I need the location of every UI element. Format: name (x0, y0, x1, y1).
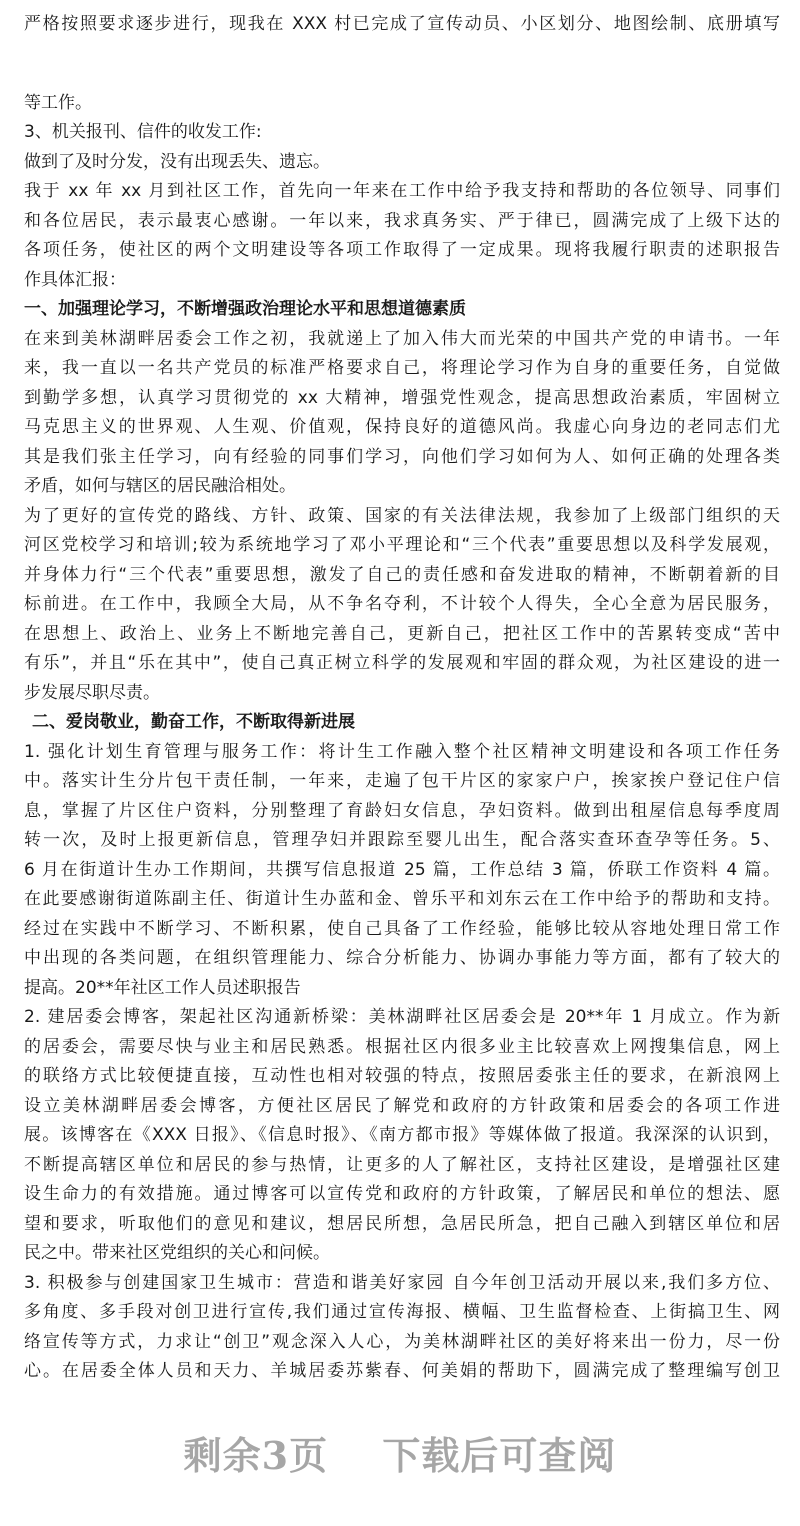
text-line: 到勤学多想，认真学习贯彻党的 xx 大精神，增强党性观念，提高思想政治素质，牢固树立 (24, 387, 780, 408)
remaining-pages-label: 剩余3页 (183, 1433, 329, 1478)
text-line: 络宣传等方式，力求让“创卫”观念深入人心，为美林湖畔社区的美好将来出一份力，尽一份 (24, 1331, 780, 1352)
text-line: 多角度、多手段对创卫进行宣传,我们通过宣传海报、横幅、卫生监督检查、上街搞卫生、网 (24, 1302, 780, 1322)
text-line: 做到了及时分发，没有出现丢失、遗忘。 (24, 151, 330, 172)
text-line: 在来到美林湖畔居委会工作之初，我就递上了加入伟大而光荣的中国共产党的申请书。一年 (24, 328, 780, 349)
text-line: 1. 强化计划生育管理与服务工作：将计生工作融入整个社区精神文明建设和各项工作任务 (24, 741, 780, 762)
text-line: 3、机关报刊、信件的收发工作: (24, 122, 262, 142)
text-line: 作具体汇报： (24, 269, 126, 290)
section-heading-2: 二、爱岗敬业，勤奋工作，不断取得新进展 (32, 712, 355, 732)
text-line: 河区党校学习和培训;较为系统地学习了邓小平理论和“三个代表”重要思想以及科学发展观， (24, 535, 780, 555)
text-line: 设生命力的有效措施。通过博客可以宣传党和政府的方针政策，了解居民和单位的想法、愿 (24, 1184, 780, 1204)
text-line: 的居委会，需要尽快与业主和居民熟悉。根据社区内很多业主比较喜欢上网搜集信息，网上 (24, 1036, 780, 1057)
text-line: 来，我一直以一名共产党员的标准严格要求自己，将理论学习作为自身的重要任务，自觉做 (24, 358, 780, 378)
section1-paragraph-1 (24, 325, 780, 502)
intro-paragraph-end (24, 89, 780, 119)
text-line: 不断提高辖区单位和居民的参与热情，让更多的人了解社区，支持社区建设，是增强社区建 (24, 1154, 780, 1175)
text-line: 马克思主义的世界观、人生观、价值观，保持良好的道德风尚。我虚心向身边的老同志们尤 (24, 417, 780, 437)
intro-paragraph (24, 10, 780, 40)
text-line: 转一次，及时上报更新信息，管理孕妇并跟踪至婴儿出生，配合落实查环查孕等任务。5、 (24, 830, 780, 850)
text-line: 提高。20**年社区工作人员述职报告 (24, 977, 301, 998)
text-line: 中出现的各类问题，在组织管理能力、综合分析能力、协调办事能力等方面，都有了较大的 (24, 948, 780, 968)
text-line: 标前进。在工作中，我顾全大局，从不争名夺利，不计较个人得失，全心全意为居民服务， (24, 594, 780, 614)
item3-body (24, 148, 780, 178)
text-line: 在此要感谢街道陈副主任、街道计生办蓝和金、曾乐平和刘东云在工作中给予的帮助和支持。 (24, 889, 780, 909)
text-line: 为了更好的宣传党的路线、方针、政策、国家的有关法律法规，我参加了上级部门组织的天 (24, 505, 780, 526)
text-line: 3. 积极参与创建国家卫生城市：营造和谐美好家园 自今年创卫活动开展以来,我们多方位、 (24, 1272, 780, 1293)
text-line: 中。落实计生分片包干责任制，一年来，走遍了包干片区的家家户户，挨家挨户登记住户信 (24, 771, 780, 791)
download-to-view-label: 下载后可查阅 (382, 1433, 617, 1478)
text-line: 心。在居委全体人员和天力、羊城居委苏紫春、何美娟的帮助下，圆满完成了整理编写创卫 (24, 1361, 780, 1381)
text-line: 在思想上、政治上、业务上不断地完善自己，更新自己，把社区工作中的苦累转变成“苦中 (24, 623, 780, 644)
text-line: 经过在实践中不断学习、不断积累，使自己具备了工作经验，能够比较从容地处理日常工作 (24, 918, 780, 939)
section2-item-1 (24, 738, 780, 1004)
text-line: 6 月在街道计生办工作期间，共撰写信息报道 25 篇，工作总结 3 篇，侨联工作资料 4 篇。 (24, 859, 780, 880)
text-line: 各项任务，使社区的两个文明建设等各项工作取得了一定成果。现将我履行职责的述职报告 (24, 240, 780, 260)
text-line: 望和要求，听取他们的意见和建议，想居民所想，急居民所急，把自己融入到辖区单位和居 (24, 1213, 780, 1234)
section-heading-1: 一、加强理论学习，不断增强政治理论水平和思想道德素质 (24, 299, 466, 319)
section2-item-3 (24, 1269, 780, 1387)
document-page (24, 10, 780, 1387)
text-line: 严格按照要求逐步进行，现我在 XXX 村已完成了宣传动员、小区划分、地图绘制、底册填写 (24, 14, 780, 34)
text-line: 息，掌握了片区住户资料，分别整理了育龄妇女信息，孕妇资料。做到出租屋信息每季度周 (24, 800, 780, 821)
text-line: 和各位居民，表示最衷心感谢。一年以来，我求真务实、严于律已，圆满完成了上级下达的 (24, 210, 780, 231)
download-prompt[interactable] (0, 1425, 800, 1480)
text-line: 民之中。带来社区党组织的关心和问候。 (24, 1243, 330, 1263)
opening-paragraph (24, 177, 780, 295)
item3-title (24, 118, 780, 148)
text-line: 其是我们张主任学习，向有经验的同事们学习，向他们学习如何为人、如何正确的处理各类 (24, 446, 780, 467)
text-line: 步发展尽职尽责。 (24, 682, 160, 703)
text-line: 展。该博客在《XXX 日报》、《信息时报》、《南方都市报》等媒体做了报道。我深深的认识到， (24, 1125, 780, 1145)
section1-paragraph-2 (24, 502, 780, 709)
text-line: 2. 建居委会博客，架起社区沟通新桥梁：美林湖畔社区居委会是 20**年 1 月成立。作为新 (24, 1007, 780, 1027)
text-line: 有乐”，并且“乐在其中”，使自己真正树立科学的发展观和牢固的群众观，为社区建设的进一 (24, 653, 780, 673)
text-line: 设立美林湖畔居委会博客，方便社区居民了解党和政府的方针政策和居委会的各项工作进 (24, 1095, 780, 1116)
text-line: 并身体力行“三个代表”重要思想，激发了自己的责任感和奋发进取的精神，不断朝着新的目 (24, 564, 780, 585)
section2-item-2 (24, 1003, 780, 1269)
text-line: 等工作。 (24, 92, 92, 113)
text-line: 矛盾，如何与辖区的居民融洽相处。 (24, 476, 296, 496)
text-line: 的联络方式比较便捷直接，互动性也相对较强的特点，按照居委张主任的要求，在新浪网上 (24, 1066, 780, 1086)
text-line: 我于 xx 年 xx 月到社区工作，首先向一年来在工作中给予我支持和帮助的各位领导、同事们 (24, 181, 780, 201)
